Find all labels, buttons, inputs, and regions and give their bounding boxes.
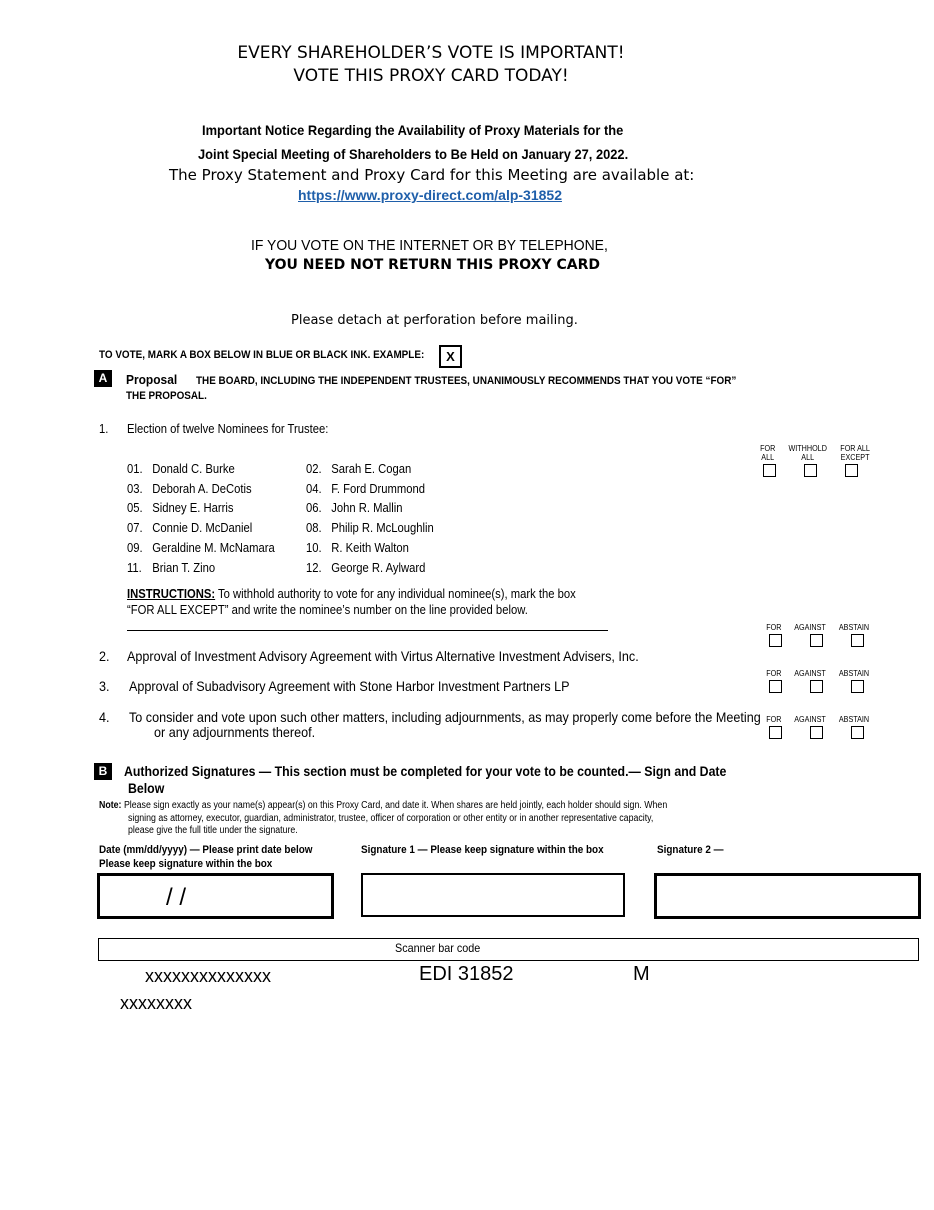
footer-edi: EDI 31852: [419, 963, 514, 985]
date-input-box[interactable]: [97, 873, 334, 919]
header-for-all: FOR ALL: [760, 444, 776, 462]
p3-header-against: AGAINST: [794, 669, 826, 678]
proposal-2-number: 2.: [99, 648, 110, 664]
section-a-label: Proposal: [126, 372, 178, 387]
signature-1-box[interactable]: [361, 873, 625, 917]
note-line-2: signing as attorney, executor, guardian, administrator, trustee, officer of corporation or other entity or in another representative capacity,: [128, 813, 654, 824]
note-line-3: please give the full title under the signature.: [128, 825, 298, 836]
p4-checkbox-for[interactable]: [769, 726, 782, 739]
p2-header-against: AGAINST: [794, 623, 826, 632]
nominee-12: 12. George R. Aylward: [306, 561, 426, 575]
section-b-title-2: Below: [128, 780, 165, 796]
footer-code-1: xxxxxxxxxxxxxx: [145, 966, 271, 986]
header-withhold-all: WITHHOLD ALL: [788, 444, 827, 462]
date-label-1: Date (mm/dd/yyyy) — Please print date below: [99, 844, 313, 856]
except-nominee-line[interactable]: [127, 630, 608, 631]
nominee-02: 02. Sarah E. Cogan: [306, 462, 412, 476]
section-a-text-2: THE PROPOSAL.: [126, 390, 207, 402]
detach-notice: Please detach at perforation before mailing.: [291, 313, 578, 328]
instructions-line-1: INSTRUCTIONS: To withhold authority to vote for any individual nominee(s), mark the box: [127, 587, 576, 601]
p3-checkbox-against[interactable]: [810, 680, 823, 693]
section-b-badge: B: [94, 763, 112, 780]
notice-line-3: The Proxy Statement and Proxy Card for this Meeting are available at:: [169, 166, 695, 184]
proposal-2-text: Approval of Investment Advisory Agreement with Virtus Alternative Investment Advisers, Inc.: [127, 648, 639, 664]
nominee-01: 01. Donald C. Burke: [127, 462, 235, 476]
proposal-3-number: 3.: [99, 678, 110, 694]
p4-header-for: FOR: [766, 715, 782, 724]
section-a-text-1: THE BOARD, INCLUDING THE INDEPENDENT TRUSTEES, UNANIMOUSLY RECOMMENDS THAT YOU VOTE “FOR”: [196, 375, 737, 387]
nominee-08: 08. Philip R. McLoughlin: [306, 521, 434, 535]
nominee-05: 05. Sidney E. Harris: [127, 501, 234, 515]
p2-header-for: FOR: [766, 623, 782, 632]
p2-checkbox-abstain[interactable]: [851, 634, 864, 647]
notice-line-2: Joint Special Meeting of Shareholders to Be Held on January 27, 2022.: [198, 146, 629, 162]
nominee-03: 03. Deborah A. DeCotis: [127, 482, 252, 496]
proposal-4-text-2: or any adjournments thereof.: [154, 724, 316, 740]
checkbox-withhold-all[interactable]: [804, 464, 817, 477]
section-b-title-1: Authorized Signatures — This section must be completed for your vote to be counted.— Sign and Date: [124, 763, 727, 779]
proposal-3-text: Approval of Subadvisory Agreement with Stone Harbor Investment Partners LP: [129, 678, 570, 694]
p3-header-abstain: ABSTAIN: [838, 669, 870, 678]
proposal-1-text: Election of twelve Nominees for Trustee:: [127, 422, 329, 436]
proxy-url-link[interactable]: https://www.proxy-direct.com/alp-31852: [298, 187, 562, 203]
footer-code-2: xxxxxxxx: [120, 993, 192, 1013]
proposal-1-number: 1.: [99, 422, 109, 436]
notice-line-1: Important Notice Regarding the Availability of Proxy Materials for the: [202, 122, 624, 138]
scanner-bar-code-box: [98, 938, 919, 961]
p4-checkbox-against[interactable]: [810, 726, 823, 739]
signature-1-label: Signature 1 — Please keep signature within the box: [361, 844, 604, 856]
internet-line-1: IF YOU VOTE ON THE INTERNET OR BY TELEPHONE,: [251, 237, 608, 254]
note-line-1: Note: Please sign exactly as your name(s) appear(s) on this Proxy Card, and date it. When shares are held jointly, each holder should sign. When: [99, 800, 668, 811]
nominee-11: 11. Brian T. Zino: [127, 561, 216, 575]
checkbox-for-all-except[interactable]: [845, 464, 858, 477]
date-label-2: Please keep signature within the box: [99, 858, 273, 870]
p4-checkbox-abstain[interactable]: [851, 726, 864, 739]
signature-2-label: Signature 2 —: [657, 844, 724, 856]
instructions-line-2: “FOR ALL EXCEPT” and write the nominee’s number on the line provided below.: [127, 603, 528, 617]
proposal-4-number: 4.: [99, 709, 110, 725]
p4-header-abstain: ABSTAIN: [838, 715, 870, 724]
p3-checkbox-for[interactable]: [769, 680, 782, 693]
checkbox-for-all[interactable]: [763, 464, 776, 477]
section-a-badge: A: [94, 370, 112, 387]
p2-checkbox-against[interactable]: [810, 634, 823, 647]
scanner-bar-code-label: Scanner bar code: [395, 941, 481, 955]
proposal-4-text-1: To consider and vote upon such other matters, including adjournments, as may properly come before the Meeting: [129, 709, 761, 725]
header-for-all-except: FOR ALL EXCEPT: [840, 444, 870, 462]
header-line-2: VOTE THIS PROXY CARD TODAY!: [293, 66, 569, 86]
p4-header-against: AGAINST: [794, 715, 826, 724]
footer-m: M: [633, 963, 650, 985]
p3-header-for: FOR: [766, 669, 782, 678]
p3-checkbox-abstain[interactable]: [851, 680, 864, 693]
p2-checkbox-for[interactable]: [769, 634, 782, 647]
header-line-1: EVERY SHAREHOLDER’S VOTE IS IMPORTANT!: [237, 43, 625, 63]
example-instructions: TO VOTE, MARK A BOX BELOW IN BLUE OR BLACK INK. EXAMPLE:: [99, 349, 425, 361]
signature-2-box[interactable]: [654, 873, 921, 919]
p2-header-abstain: ABSTAIN: [838, 623, 870, 632]
nominee-04: 04. F. Ford Drummond: [306, 482, 425, 496]
internet-line-2: YOU NEED NOT RETURN THIS PROXY CARD: [265, 257, 600, 273]
nominee-09: 09. Geraldine M. McNamara: [127, 541, 275, 555]
date-slashes: / /: [166, 884, 187, 911]
proxy-url[interactable]: [298, 187, 562, 203]
nominee-07: 07. Connie D. McDaniel: [127, 521, 253, 535]
example-mark-box: X: [439, 345, 462, 368]
nominee-06: 06. John R. Mallin: [306, 501, 403, 515]
nominee-10: 10. R. Keith Walton: [306, 541, 409, 555]
